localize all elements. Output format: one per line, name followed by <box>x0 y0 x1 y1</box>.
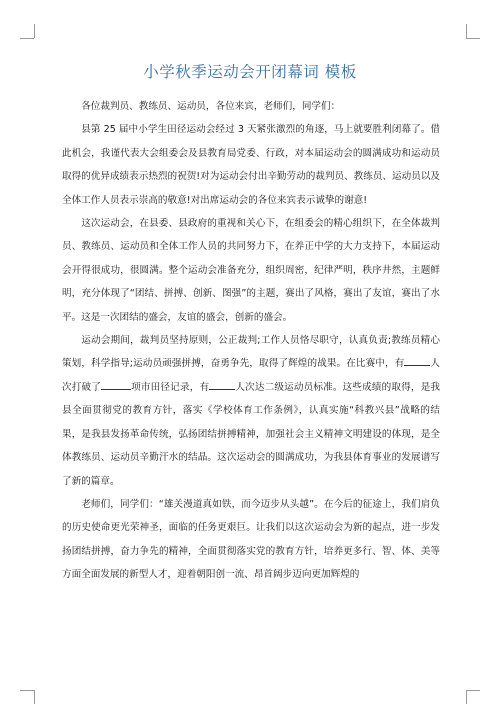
salutation: 各位裁判员、教练员、运动员，各位来宾，老师们，同学们： <box>81 101 341 112</box>
crop-mark-top-left-v <box>34 24 35 38</box>
crop-mark-bottom-left-h <box>20 690 34 691</box>
paragraph-3-part-a: 运动会期间，裁判员坚持原则，公正裁判;工作人员恪尽职守，认真负责;教练员精心策划，科学指导;运动员顽强拼搏，奋勇争先，取得了辉煌的战果。在比赛中，有 <box>62 335 440 370</box>
paragraph-3-part-c: 项市田径记录，有 <box>131 381 210 393</box>
crop-mark-bottom-right-h <box>466 690 480 691</box>
paragraph-4: 老师们，同学们：“雄关漫道真如铁，而今迈步从头越”。在今后的征途上，我们肩负的历史使命更光荣神圣，面临的任务更艰巨。让我们以这次运动会为新的起点，进一步发扬团结拼搏，奋力争先的精神，全面贯彻落实党的教育方针，培养更多行、智、体、美等方面全面发展的新型人才，迎着朝阳创一流、昂首阔步迈向更加辉煌的 <box>62 498 440 581</box>
paragraph-2: 这次运动会，在县委、县政府的重视和关心下，在组委会的精心组织下，在全体裁判员、教练员、运动员和全体工作人员的共同努力下，在养正中学的大力支持下，本届运动会开得很成功，很圆满。整个运动会准备充分，组织周密，纪律严明，秩序井然，主题鲜明，充分体现了“团结、拼搏、创新、图强”的主题，赛出了风格，赛出了友谊，赛出了水平。这是一次团结的盛会，友谊的盛会，创新的盛会。 <box>62 218 440 323</box>
document-body <box>62 91 440 587</box>
fill-in-blank-1 <box>404 354 430 366</box>
crop-mark-top-left-h <box>20 38 34 39</box>
document-title: 小学秋季运动会开闭幕词 模板 <box>143 63 357 81</box>
fill-in-blank-3 <box>209 378 235 390</box>
paragraph-3 <box>62 329 440 493</box>
paragraph-1: 县第 25 届中小学生田径运动会经过 3 天紧张激烈的角逐，马上就要胜利闭幕了。借此机会，我谨代表大会组委会及县教育局党委、行政，对本届运动会的圆满成功和运动员取得的优异成绩表示热烈的祝贺!对为运动会付出辛勤劳动的裁判员、教练员、运动员以及全体工作人员表示崇高的敬意!对出席运动会的各位来宾表示诚挚的谢意! <box>62 124 441 206</box>
paragraph-3-part-b: 人次打破了 <box>62 358 440 393</box>
fill-in-blank-2 <box>101 378 131 390</box>
paragraph-3-part-d: 人次达二级运动员标准。这些成绩的取得，是我县全面贯彻党的教育方针，落实《学校体育工作条例》，认真实施“科教兴县”战略的结果，是我县发扬革命传统，弘扬团结拼搏精神，加强社会主义精神文明建设的体现，是全体教练员、运动员辛勤汗水的结晶。这次运动会的圆满成功，为我县体育事业的发展谱写了新的篇章。 <box>62 381 441 487</box>
crop-mark-top-right-h <box>466 38 480 39</box>
crop-mark-bottom-right-v <box>466 690 467 704</box>
crop-mark-top-right-v <box>466 24 467 38</box>
crop-mark-bottom-left-v <box>34 690 35 704</box>
